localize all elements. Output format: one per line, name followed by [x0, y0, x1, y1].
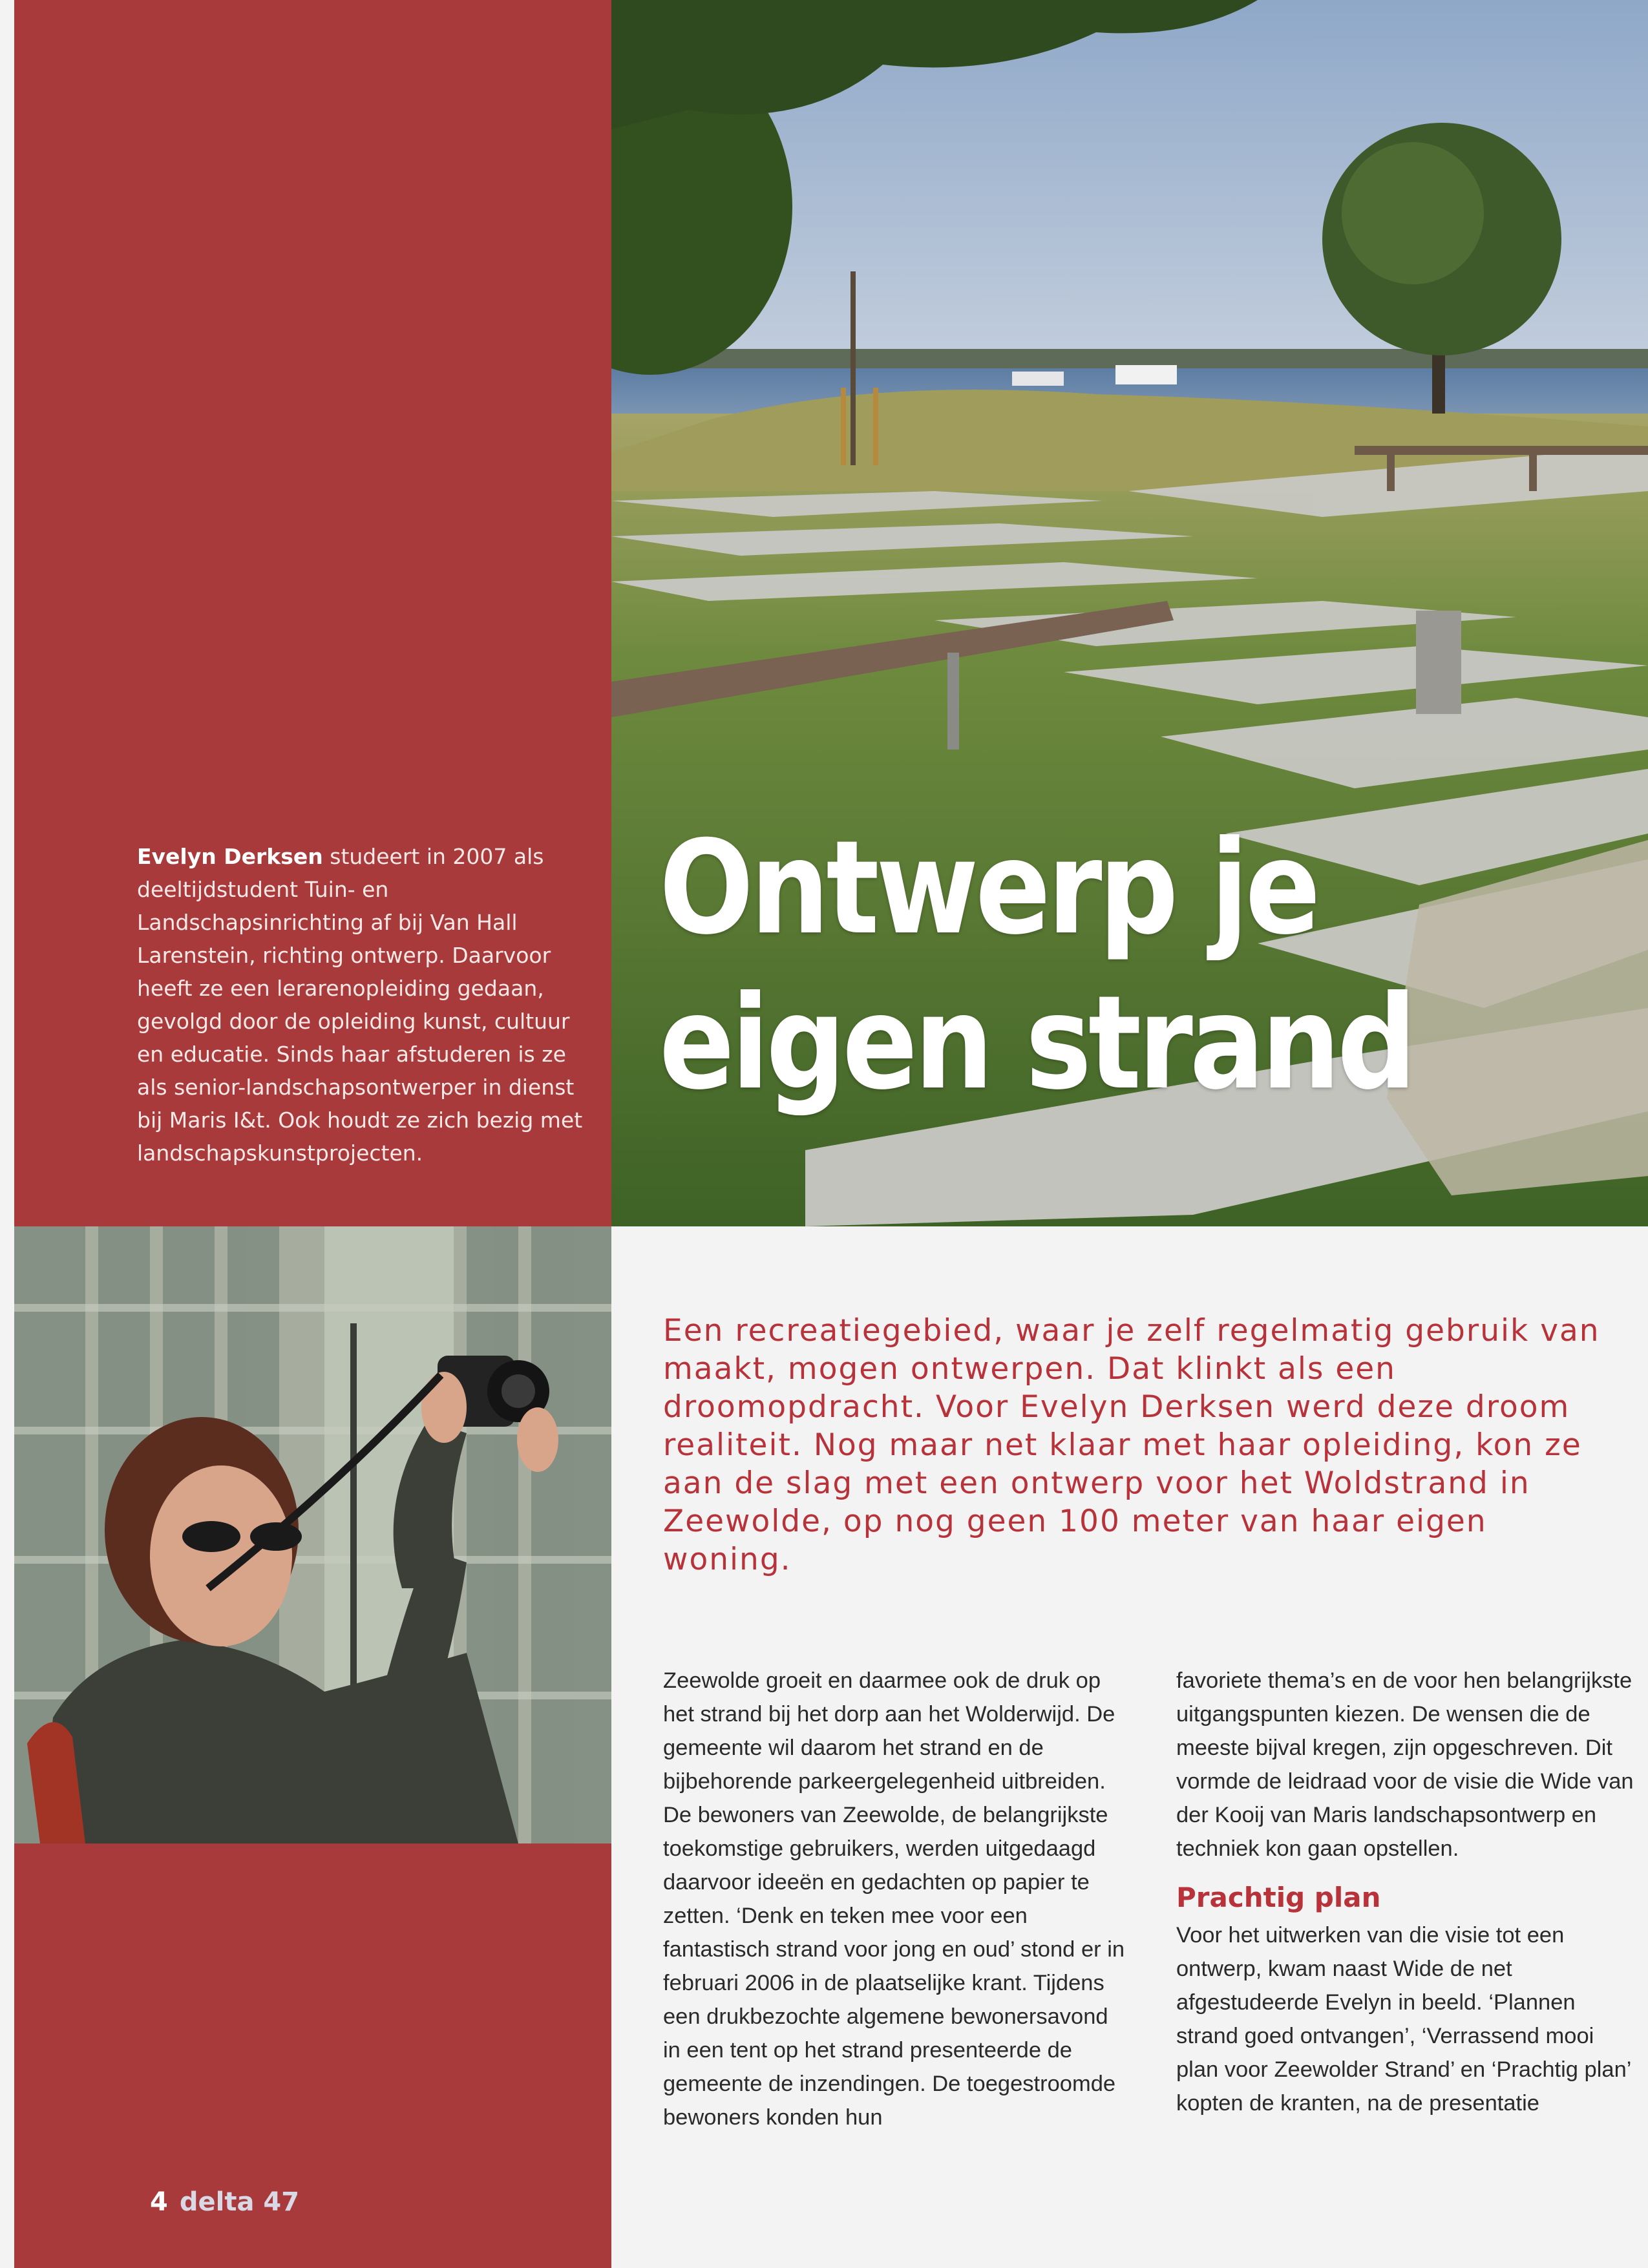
article-intro: Een recreatiegebied, waar je zelf regelmatig gebruik van maakt, mogen ontwerpen. Dat klinkt als een droomopdracht. Voor Evelyn Derksen werd deze droom realiteit. Nog maar net klaar met haar opleiding, kon ze aan de slag met een ontwerp voor het Woldstrand in Zeewolde, op nog geen 100 meter van haar eigen woning. [663, 1313, 1600, 1577]
author-bio-text: studeert in 2007 als deeltijdstudent Tuin- en Landschapsinrichting af bij Van Hall Larenstein, richting ontwerp. Daarvoor heeft ze een lerarenopleiding gedaan, gevolgd door de opleiding kunst, cultuur en educatie. Sinds haar afstuderen is ze als senior-landschapsontwerper in dienst bij Maris I&t. Ook houdt ze zich bezig met landschapskunstprojecten. [137, 844, 583, 1166]
body-paragraph: favoriete thema’s en de voor hen belangrijkste uitgangspunten kiezen. De wensen die de meeste bijval kregen, zijn opgeschreven. Dit vormde de leidraad voor de visie die Wide van der Kooij van Maris landschapsontwerp en techniek kon gaan opstellen. [1176, 1668, 1634, 1861]
magazine-name: delta 47 [179, 2187, 300, 2217]
article-headline [659, 811, 1493, 1121]
body-column-2 [1176, 1664, 1642, 2120]
author-bio [137, 840, 589, 1170]
page-folio [150, 2187, 299, 2217]
headline-line-1: Ontwerp je [659, 813, 1318, 963]
headline-line-2: eigen strand [659, 968, 1413, 1118]
author-name: Evelyn Derksen [137, 844, 323, 869]
photographer-portrait-photo [14, 1226, 611, 1843]
section-subhead: Prachtig plan [1176, 1882, 1381, 1913]
body-paragraph: Voor het uitwerken van die visie tot een ontwerp, kwam naast Wide de net afgestudeerde Evelyn in beeld. ‘Plannen strand goed ontvangen’, ‘Verrassend mooi plan voor Zeewolder Strand’ en ‘Prachtig plan’ kopten de kranten, na de presentatie [1176, 1923, 1631, 2116]
page-number: 4 [150, 2187, 168, 2217]
body-column-1 [663, 1664, 1128, 2134]
body-paragraph: Zeewolde groeit en daarmee ook de druk op het strand bij het dorp aan het Wolderwijd. De gemeente wil daarom het strand en de bijbehorende parkeergelegenheid uitbreiden. De bewoners van Zeewolde, de belangrijkste toekomstige gebruikers, werden uitgedaagd daarvoor ideeën en gedachten op papier te zetten. ‘Denk en teken mee voor een fantastisch strand voor jong en oud’ stond er in februari 2006 in de plaatselijke krant. Tijdens een drukbezochte algemene bewonersavond in een tent op het strand presenteerde de gemeente de inzendingen. De toegestroomde bewoners konden hun [663, 1668, 1125, 2130]
page-edge [0, 0, 14, 2268]
